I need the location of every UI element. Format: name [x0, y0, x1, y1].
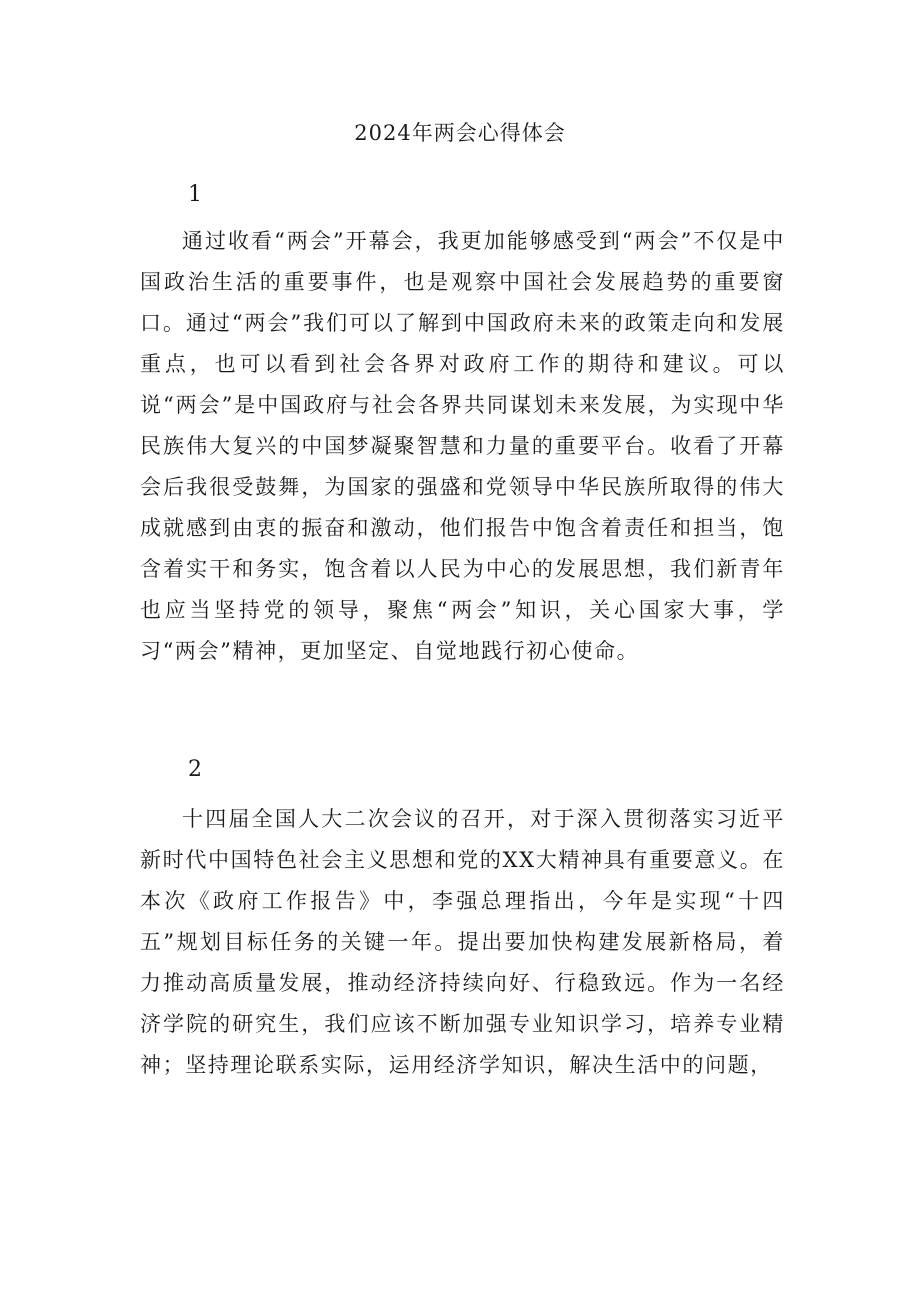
document-title: 2024年两会心得体会 [354, 121, 566, 145]
section-number-1: 1 [188, 182, 202, 207]
section-paragraph-2: 十四届全国人大二次会议的召开，对于深入贯彻落实习近平新时代中国特色社会主义思想和党的XX大精神具有重要意义。在本次《政府工作报告》中，李强总理指出，今年是实现“十四五”规划目标任务的关键一年。提出要加快构建发展新格局，着力推动高质量发展，推动经济持续向好、行稳致远。作为一名经济学院的研究生，我们应该不断加强专业知识学习，培养专业精神；坚持理论联系实际，运用经济学知识，解决生活中的问题， [140, 807, 785, 1077]
section-paragraph-1: 通过收看“两会”开幕会，我更加能够感受到“两会”不仅是中国政治生活的重要事件，也是观察中国社会发展趋势的重要窗口。通过“两会”我们可以了解到中国政府未来的政策走向和发展重点，也可以看到社会各界对政府工作的期待和建议。可以说“两会”是中国政府与社会各界共同谋划未来发展，为实现中华民族伟大复兴的中国梦凝聚智慧和力量的重要平台。收看了开幕会后我很受鼓舞，为国家的强盛和党领导中华民族所取得的伟大成就感到由衷的振奋和激动，他们报告中饱含着责任和担当，饱含着实干和务实，饱含着以人民为中心的发展思想，我们新青年也应当坚持党的领导，聚焦“两会”知识，关心国家大事，学习“两会”精神，更加坚定、自觉地践行初心使命。 [140, 229, 785, 663]
section-number-2: 2 [188, 757, 202, 782]
